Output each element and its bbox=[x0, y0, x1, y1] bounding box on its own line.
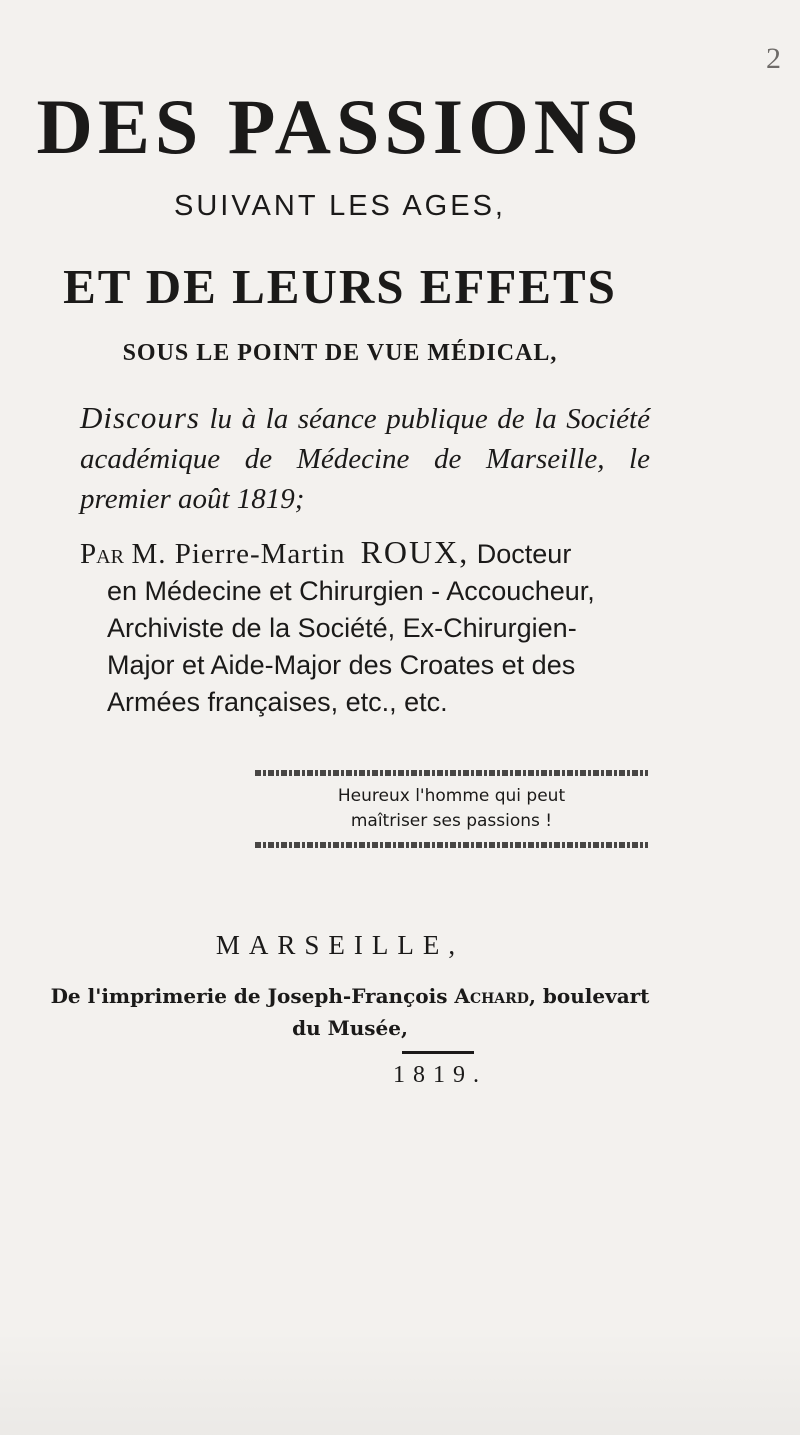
paper-shading bbox=[0, 1330, 800, 1435]
title-main: DES PASSIONS bbox=[36, 83, 644, 170]
title-subtitle: SUIVANT LES AGES, bbox=[174, 190, 506, 222]
discourse-lead: Discours bbox=[80, 400, 200, 435]
divider-rule bbox=[402, 1051, 474, 1054]
imprint-printer bbox=[40, 980, 660, 1044]
page-number: 2 bbox=[766, 42, 781, 75]
ornamental-rule-bottom bbox=[255, 842, 648, 848]
author-surname: ROUX, bbox=[360, 534, 470, 570]
author-name: M. Pierre-Martin bbox=[131, 538, 346, 570]
printer-suffix: , boulevart bbox=[528, 984, 650, 1008]
imprint-city: MARSEILLE, bbox=[215, 930, 465, 960]
discourse-description bbox=[80, 398, 650, 519]
author-line-1 bbox=[80, 534, 650, 573]
author-line-4: Major et Aide-Major des Croates et des bbox=[107, 650, 576, 680]
epigraph-line-1: Heureux l'homme qui peut bbox=[337, 786, 566, 806]
title-second: ET DE LEURS EFFETS bbox=[63, 259, 617, 314]
author-title: Docteur bbox=[476, 539, 572, 569]
title-third: SOUS LE POINT DE VUE MÉDICAL, bbox=[122, 340, 558, 366]
printer-prefix: De l'imprimerie de Joseph-François bbox=[50, 984, 448, 1008]
author-by: Par bbox=[80, 538, 124, 570]
author-line-3: Archiviste de la Société, Ex-Chirurgien- bbox=[107, 613, 577, 643]
printer-name: Achard bbox=[454, 984, 529, 1008]
ornamental-rule-top bbox=[255, 770, 648, 776]
epigraph bbox=[255, 784, 648, 834]
printer-line-2: du Musée, bbox=[292, 1016, 408, 1040]
epigraph-line-2: maîtriser ses passions ! bbox=[350, 811, 553, 831]
imprint-year: 1819. bbox=[393, 1062, 487, 1088]
discourse-text: lu à la séance publique de la Société académique de Médecine de Marseille, le premier août 1819; bbox=[80, 403, 650, 515]
printer-line-1 bbox=[40, 980, 660, 1012]
author-line-2: en Médecine et Chirurgien - Accoucheur, bbox=[107, 576, 595, 606]
author-block bbox=[80, 534, 650, 721]
author-line-5: Armées françaises, etc., etc. bbox=[107, 687, 448, 717]
